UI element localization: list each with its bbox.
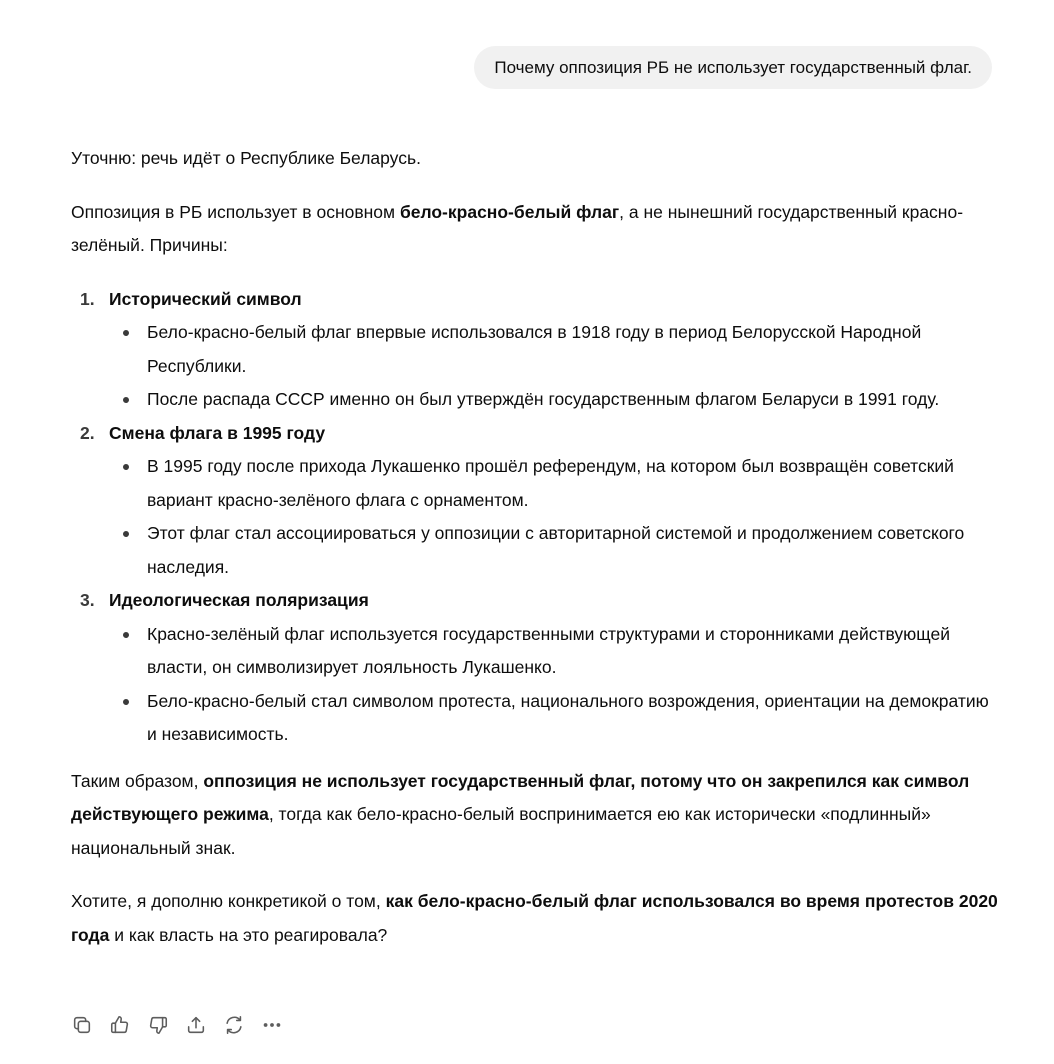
reason-item	[71, 584, 1001, 752]
text-span: Таким образом,	[71, 770, 204, 791]
user-message-text: Почему оппозиция РБ не использует государственный флаг.	[494, 57, 972, 77]
bullet-item: Бело-красно-белый стал символом протеста, национального возрождения, ориентации на демократию и независимость.	[109, 685, 1001, 752]
reason-number: 3.	[80, 590, 95, 610]
reason-item	[71, 417, 1001, 585]
share-icon	[185, 1014, 207, 1036]
reason-title: Смена флага в 1995 году	[109, 422, 326, 443]
reason-bullets	[109, 450, 1001, 584]
thumbs-down-icon	[147, 1014, 169, 1036]
share-button[interactable]	[185, 1011, 223, 1039]
bullet-item: Красно-зелёный флаг используется государственными структурами и сторонниками действующей власти, он символизирует лояльность Лукашенко.	[109, 618, 1001, 685]
more-button[interactable]	[261, 1011, 299, 1039]
bold-span: оппозиция не использует государственный флаг, потому что он закрепился как символ действующего режима	[71, 770, 970, 824]
copy-icon	[71, 1014, 93, 1036]
text-span: , тогда как бело-красно-белый воспринимается ею как исторически «подлинный» национальный знак.	[71, 804, 931, 858]
text-span: , а не нынешний государственный красно-зелёный. Причины:	[71, 201, 964, 255]
bullet-item: После распада СССР именно он был утверждён государственным флагом Беларуси в 1991 году.	[109, 383, 1001, 417]
reason-item	[71, 283, 1001, 417]
bullet-item: Этот флаг стал ассоциироваться у оппозиции с авторитарной системой и продолжением советского наследия.	[109, 517, 1001, 584]
answer-paragraph-1: Уточню: речь идёт о Республике Беларусь.	[71, 148, 421, 168]
dislike-button[interactable]	[147, 1011, 185, 1039]
regenerate-button[interactable]	[223, 1011, 261, 1039]
thumbs-up-icon	[109, 1014, 131, 1036]
text-span: Оппозиция в РБ использует в основном	[71, 201, 400, 222]
reasons-list	[71, 283, 1001, 752]
bullet-item: Бело-красно-белый флаг впервые использовался в 1918 году в период Белорусской Народной Республики.	[109, 316, 1001, 383]
answer-paragraph-3	[71, 765, 1001, 866]
answer-paragraph-2	[71, 196, 1001, 263]
like-button[interactable]	[109, 1011, 147, 1039]
reason-title: Идеологическая поляризация	[109, 590, 369, 610]
more-icon	[261, 1014, 283, 1036]
reason-title: Исторический символ	[109, 288, 302, 309]
bold-span: как бело-красно-белый флаг использовался во время протестов 2020 года	[71, 891, 998, 945]
answer-paragraph-4	[71, 885, 1001, 952]
reason-bullets	[109, 618, 1001, 752]
assistant-answer	[71, 142, 1001, 972]
text-span: и как власть на это реагировала?	[109, 924, 388, 945]
copy-button[interactable]	[71, 1011, 109, 1039]
text-span: Хотите, я дополню конкретикой о том,	[71, 891, 386, 911]
reason-number: 1.	[80, 288, 95, 309]
bold-span: бело-красно-белый флаг	[399, 201, 620, 222]
regenerate-icon	[223, 1014, 245, 1036]
reason-bullets	[109, 316, 1001, 417]
user-message-bubble	[474, 46, 992, 89]
bullet-item: В 1995 году после прихода Лукашенко прошёл референдум, на котором был возвращён советский вариант красно-зелёного флага с орнаментом.	[109, 450, 1001, 517]
message-actions	[71, 1011, 299, 1039]
reason-number: 2.	[80, 422, 95, 443]
